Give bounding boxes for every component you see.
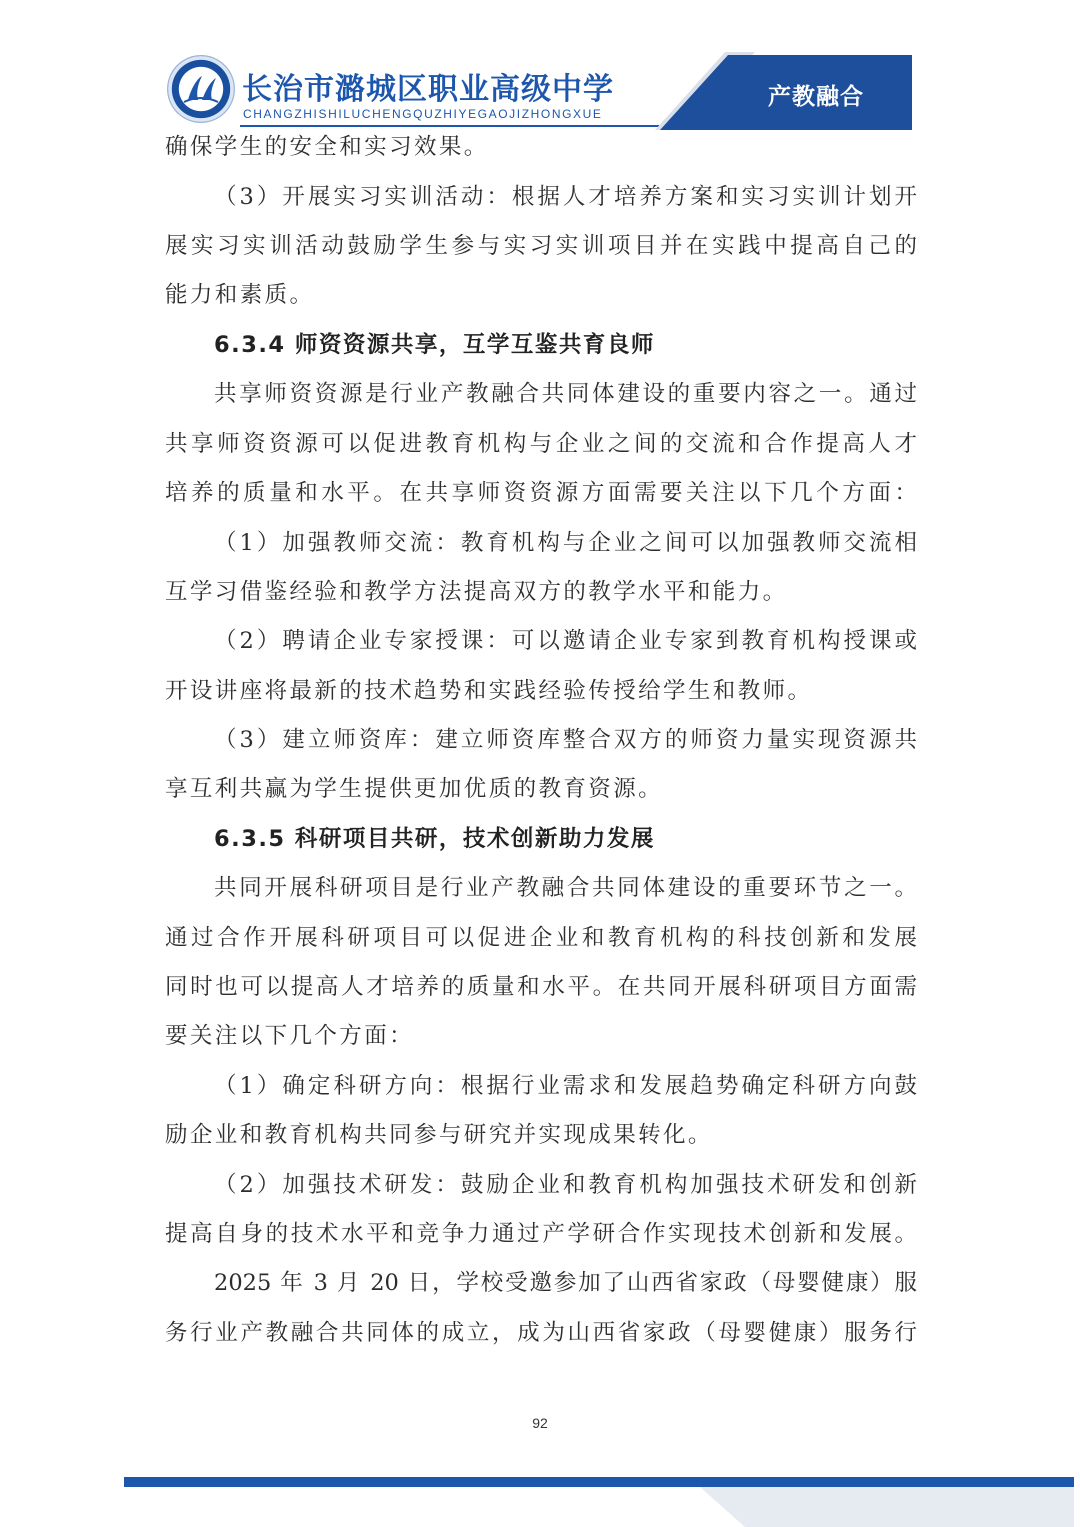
body-line: 要关注以下几个方面：	[165, 1023, 415, 1049]
body-line: （2）加强技术研发：鼓励企业和教育机构加强技术研发和创新	[214, 1172, 917, 1198]
body-line: 同时也可以提高人才培养的质量和水平。在共同开展科研项目方面需	[165, 974, 917, 1000]
body-line: （1）加强教师交流：教育机构与企业之间可以加强教师交流相	[214, 530, 917, 556]
page-number: 92	[532, 1415, 548, 1431]
body-line: 开设讲座将最新的技术趋势和实践经验传授给学生和教师。	[165, 678, 813, 704]
body-line: 通过合作开展科研项目可以促进企业和教育机构的科技创新和发展	[165, 925, 917, 951]
school-name-en: CHANGZHISHILUCHENGQUZHIYEGAOJIZHONGXUE	[243, 107, 603, 121]
body-line: 培养的质量和水平。在共享师资资源方面需要关注以下几个方面：	[165, 480, 917, 506]
body-line: （1）确定科研方向：根据行业需求和发展趋势确定科研方向鼓	[214, 1073, 917, 1099]
body-line: 共享师资资源是行业产教融合共同体建设的重要内容之一。通过	[214, 381, 917, 407]
body-line: 能力和素质。	[165, 282, 315, 308]
footer-decor-shade	[700, 1487, 1074, 1527]
body-line: 确保学生的安全和实习效果。	[165, 134, 489, 160]
body-line: 励企业和教育机构共同参与研究并实现成果转化。	[165, 1122, 713, 1148]
body-line: 提高自身的技术水平和竞争力通过产学研合作实现技术创新和发展。	[165, 1221, 917, 1247]
page-header	[0, 0, 1080, 140]
section-heading: 6.3.5 科研项目共研，技术创新助力发展	[214, 826, 655, 852]
section-tab-label: 产教融合	[768, 84, 864, 110]
body-line: 享互利共赢为学生提供更加优质的教育资源。	[165, 776, 664, 802]
body-line: （2）聘请企业专家授课：可以邀请企业专家到教育机构授课或	[214, 628, 917, 654]
footer-bar	[124, 1477, 1074, 1487]
body-line: 互学习借鉴经验和教学方法提高双方的教学水平和能力。	[165, 579, 788, 605]
body-line: （3）建立师资库：建立师资库整合双方的师资力量实现资源共	[214, 727, 917, 753]
emblem-mark-icon	[168, 56, 234, 122]
school-emblem-icon	[168, 56, 234, 122]
school-name-cn: 长治市潞城区职业高级中学	[242, 72, 614, 107]
body-line: 共享师资资源可以促进教育机构与企业之间的交流和合作提高人才	[165, 431, 917, 457]
body-line: 务行业产教融合共同体的成立，成为山西省家政（母婴健康）服务行	[165, 1320, 917, 1346]
body-line: （3）开展实习实训活动：根据人才培养方案和实习实训计划开	[214, 184, 917, 210]
body-line: 2025 年 3 月 20 日，学校受邀参加了山西省家政（母婴健康）服	[214, 1270, 917, 1296]
header-underline	[240, 125, 680, 127]
body-line: 共同开展科研项目是行业产教融合共同体建设的重要环节之一。	[214, 875, 917, 901]
section-heading: 6.3.4 师资资源共享，互学互鉴共育良师	[214, 332, 655, 358]
body-line: 展实习实训活动鼓励学生参与实习实训项目并在实践中提高自己的	[165, 233, 917, 259]
